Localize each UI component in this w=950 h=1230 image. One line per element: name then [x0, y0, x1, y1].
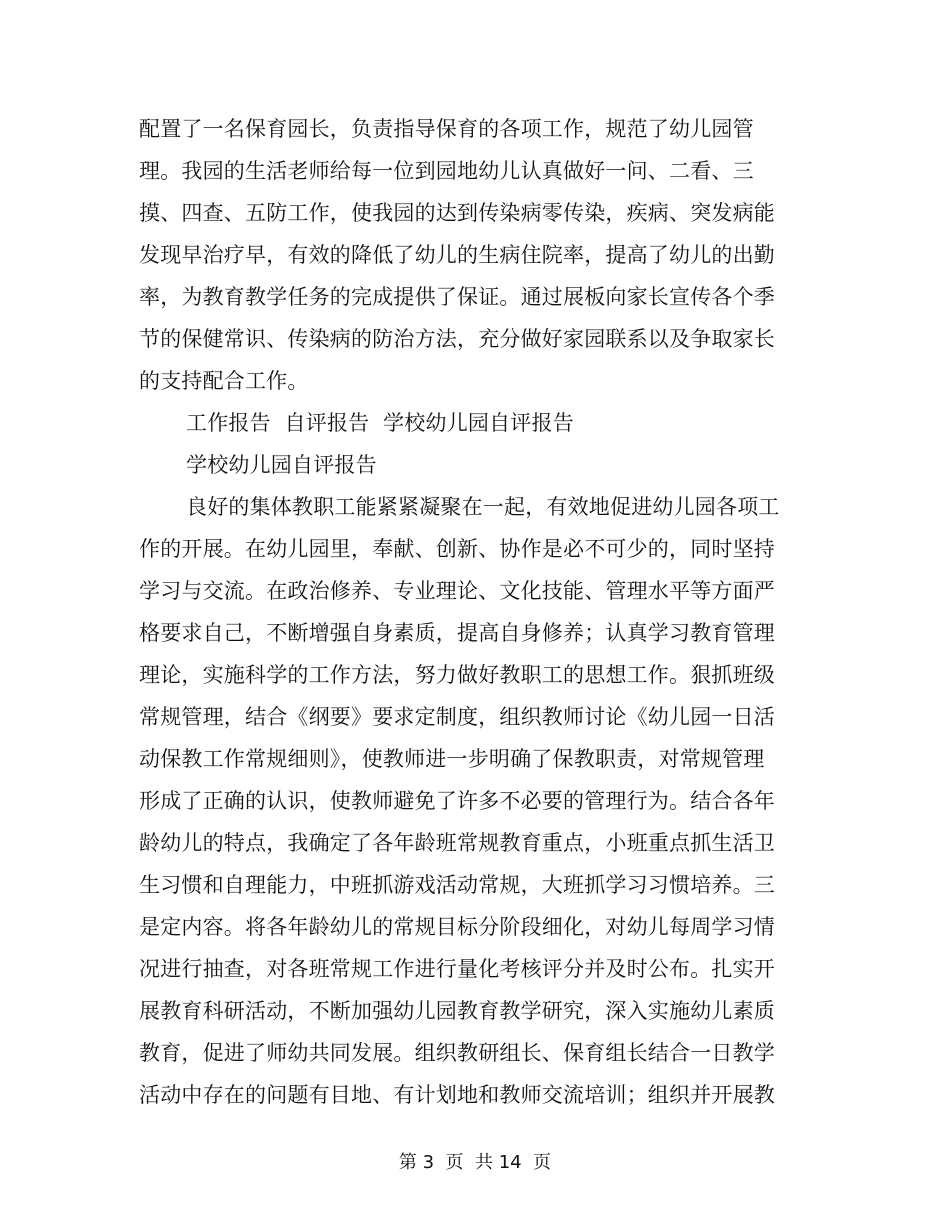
paragraph-line: 理论，实施科学的工作方法，努力做好教职工的思想工作。狠抓班级 — [139, 663, 775, 687]
keywords-line: 工作报告 自评报告 学校幼儿园自评报告 — [186, 411, 574, 435]
paragraph-line: 格要求自己，不断增强自身素质，提高自身修养；认真学习教育管理 — [139, 621, 775, 645]
paragraph-line: 发现早治疗早，有效的降低了幼儿的生病住院率，提高了幼儿的出勤 — [139, 243, 775, 267]
paragraph-line: 动保教工作常规细则》，使教师进一步明确了保教职责，对常规管理 — [139, 747, 765, 771]
section-title: 学校幼儿园自评报告 — [186, 453, 377, 477]
paragraph-line: 常规管理，结合《纲要》要求定制度，组织教师讨论《幼儿园一日活 — [139, 705, 775, 729]
paragraph-line: 节的保健常识、传染病的防治方法，充分做好家园联系以及争取家长 — [139, 327, 775, 351]
paragraph-line: 生习惯和自理能力，中班抓游戏活动常规，大班抓学习习惯培养。三 — [139, 873, 775, 897]
paragraph-line: 摸、四查、五防工作，使我园的达到传染病零传染，疾病、突发病能 — [139, 201, 775, 225]
paragraph-line: 的支持配合工作。 — [139, 369, 309, 393]
paragraph-line: 率，为教育教学任务的完成提供了保证。通过展板向家长宣传各个季 — [139, 285, 775, 309]
paragraph-line: 理。我园的生活老师给每一位到园地幼儿认真做好一问、二看、三 — [139, 159, 754, 183]
paragraph-line: 作的开展。在幼儿园里，奉献、创新、协作是必不可少的，同时坚持 — [139, 537, 775, 561]
paragraph-line: 况进行抽查，对各班常规工作进行量化考核评分并及时公布。扎实开 — [139, 957, 775, 981]
page-number-footer: 第 3 页 共 14 页 — [398, 1152, 552, 1173]
paragraph-line: 龄幼儿的特点，我确定了各年龄班常规教育重点，小班重点抓生活卫 — [139, 831, 775, 855]
paragraph-line: 配置了一名保育园长，负责指导保育的各项工作，规范了幼儿园管 — [139, 117, 754, 141]
paragraph-line: 是定内容。将各年龄幼儿的常规目标分阶段细化，对幼儿每周学习情 — [139, 915, 775, 939]
paragraph-line: 学习与交流。在政治修养、专业理论、文化技能、管理水平等方面严 — [139, 579, 775, 603]
paragraph-line: 活动中存在的问题有目地、有计划地和教师交流培训；组织并开展教 — [139, 1083, 775, 1107]
paragraph-line: 形成了正确的认识，使教师避免了许多不必要的管理行为。结合各年 — [139, 789, 775, 813]
paragraph-line: 展教育科研活动，不断加强幼儿园教育教学研究，深入实施幼儿素质 — [139, 999, 775, 1023]
paragraph-line: 教育，促进了师幼共同发展。组织教研组长、保育组长结合一日教学 — [139, 1041, 775, 1065]
paragraph-line: 良好的集体教职工能紧紧凝聚在一起，有效地促进幼儿园各项工 — [186, 495, 780, 519]
